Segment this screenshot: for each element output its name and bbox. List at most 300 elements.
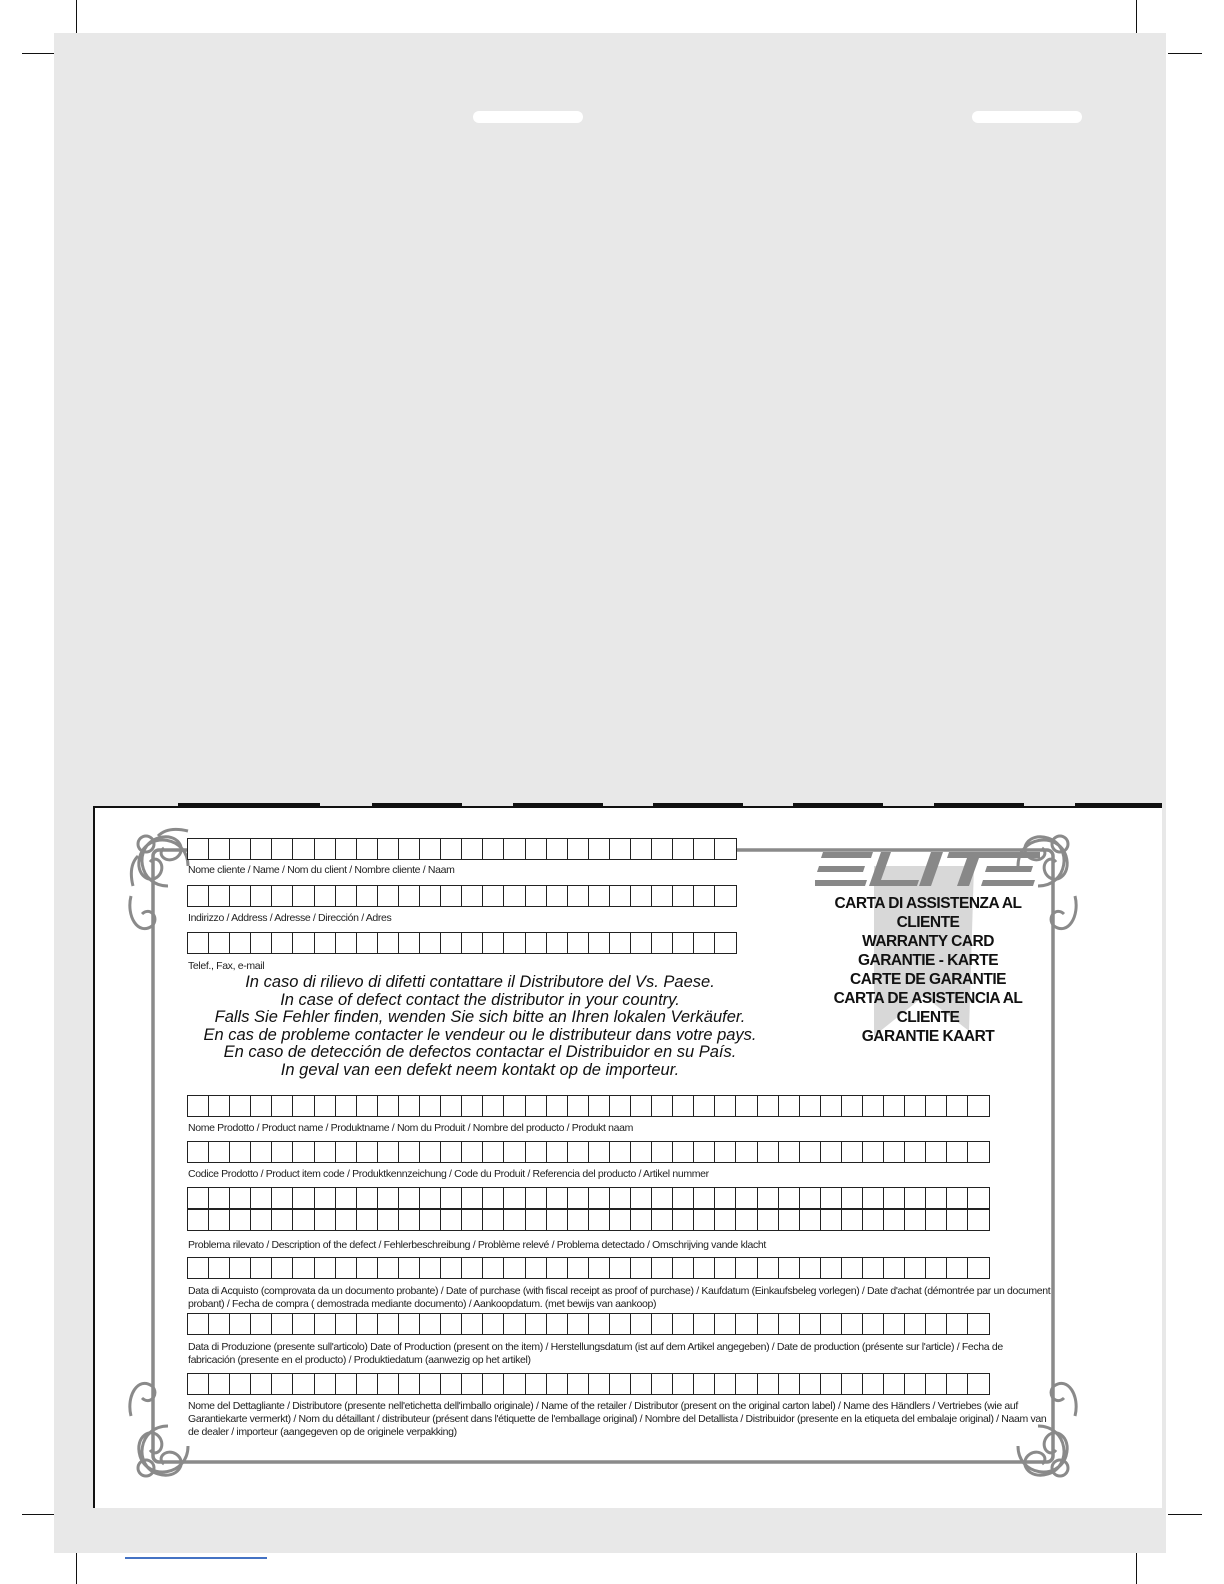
input-cell[interactable] [967, 1095, 989, 1117]
input-cell[interactable] [292, 1257, 314, 1279]
input-cell[interactable] [693, 932, 715, 954]
input-cell[interactable] [630, 1313, 652, 1335]
input-cell[interactable] [588, 932, 610, 954]
input-cell[interactable] [609, 1187, 631, 1209]
input-cell[interactable] [419, 1313, 441, 1335]
input-cell[interactable] [630, 838, 652, 860]
name-input-grid[interactable] [187, 838, 737, 860]
input-cell[interactable] [841, 1095, 863, 1117]
input-cell[interactable] [440, 1257, 462, 1279]
input-cell[interactable] [925, 1257, 947, 1279]
input-cell[interactable] [377, 885, 399, 907]
input-cell[interactable] [609, 1141, 631, 1163]
input-cell[interactable] [567, 932, 589, 954]
input-cell[interactable] [482, 885, 504, 907]
input-cell[interactable] [841, 1313, 863, 1335]
input-cell[interactable] [419, 838, 441, 860]
input-cell[interactable] [398, 1209, 420, 1231]
input-cell[interactable] [271, 885, 293, 907]
input-cell[interactable] [841, 1141, 863, 1163]
input-cell[interactable] [398, 1373, 420, 1395]
input-cell[interactable] [461, 1141, 483, 1163]
input-cell[interactable] [757, 1095, 779, 1117]
input-cell[interactable] [208, 1209, 230, 1231]
input-cell[interactable] [482, 838, 504, 860]
input-cell[interactable] [672, 1095, 694, 1117]
input-cell[interactable] [693, 1187, 715, 1209]
input-cell[interactable] [187, 885, 209, 907]
input-cell[interactable] [820, 1187, 842, 1209]
input-cell[interactable] [630, 1373, 652, 1395]
input-cell[interactable] [503, 1257, 525, 1279]
input-cell[interactable] [187, 932, 209, 954]
input-cell[interactable] [841, 1187, 863, 1209]
input-cell[interactable] [946, 1141, 968, 1163]
input-cell[interactable] [250, 1187, 272, 1209]
input-cell[interactable] [292, 932, 314, 954]
input-cell[interactable] [229, 1209, 251, 1231]
input-cell[interactable] [799, 1095, 821, 1117]
input-cell[interactable] [799, 1373, 821, 1395]
input-cell[interactable] [525, 932, 547, 954]
input-cell[interactable] [609, 885, 631, 907]
input-cell[interactable] [503, 1209, 525, 1231]
input-cell[interactable] [292, 1209, 314, 1231]
input-cell[interactable] [883, 1095, 905, 1117]
input-cell[interactable] [503, 838, 525, 860]
input-cell[interactable] [904, 1095, 926, 1117]
input-cell[interactable] [187, 1209, 209, 1231]
input-cell[interactable] [525, 1141, 547, 1163]
input-cell[interactable] [187, 1187, 209, 1209]
input-cell[interactable] [314, 1313, 336, 1335]
input-cell[interactable] [714, 1313, 736, 1335]
input-cell[interactable] [735, 1313, 757, 1335]
input-cell[interactable] [503, 885, 525, 907]
input-cell[interactable] [208, 885, 230, 907]
input-cell[interactable] [778, 1141, 800, 1163]
input-cell[interactable] [546, 1257, 568, 1279]
input-cell[interactable] [335, 1141, 357, 1163]
input-cell[interactable] [546, 1209, 568, 1231]
input-cell[interactable] [356, 1095, 378, 1117]
input-cell[interactable] [735, 1187, 757, 1209]
input-cell[interactable] [461, 1373, 483, 1395]
input-cell[interactable] [398, 1095, 420, 1117]
input-cell[interactable] [883, 1373, 905, 1395]
input-cell[interactable] [588, 1141, 610, 1163]
input-cell[interactable] [250, 1209, 272, 1231]
input-cell[interactable] [546, 885, 568, 907]
input-cell[interactable] [525, 1187, 547, 1209]
input-cell[interactable] [356, 885, 378, 907]
input-cell[interactable] [503, 1141, 525, 1163]
input-cell[interactable] [314, 1187, 336, 1209]
contact-input-grid[interactable] [187, 932, 737, 954]
input-cell[interactable] [461, 932, 483, 954]
input-cell[interactable] [356, 1141, 378, 1163]
input-cell[interactable] [925, 1187, 947, 1209]
input-cell[interactable] [398, 885, 420, 907]
input-cell[interactable] [651, 1373, 673, 1395]
input-cell[interactable] [546, 1095, 568, 1117]
input-cell[interactable] [735, 1257, 757, 1279]
input-cell[interactable] [271, 1141, 293, 1163]
input-cell[interactable] [356, 1209, 378, 1231]
input-cell[interactable] [187, 838, 209, 860]
input-cell[interactable] [398, 1313, 420, 1335]
input-cell[interactable] [904, 1257, 926, 1279]
input-cell[interactable] [588, 1313, 610, 1335]
input-cell[interactable] [735, 1209, 757, 1231]
input-cell[interactable] [440, 1209, 462, 1231]
input-cell[interactable] [398, 1141, 420, 1163]
input-cell[interactable] [314, 1141, 336, 1163]
input-cell[interactable] [820, 1373, 842, 1395]
input-cell[interactable] [525, 1209, 547, 1231]
input-cell[interactable] [925, 1313, 947, 1335]
input-cell[interactable] [419, 1141, 441, 1163]
input-cell[interactable] [461, 1187, 483, 1209]
input-cell[interactable] [651, 1209, 673, 1231]
input-cell[interactable] [187, 1095, 209, 1117]
input-cell[interactable] [503, 1095, 525, 1117]
input-cell[interactable] [335, 1257, 357, 1279]
input-cell[interactable] [419, 1257, 441, 1279]
input-cell[interactable] [588, 1257, 610, 1279]
input-cell[interactable] [714, 932, 736, 954]
input-cell[interactable] [946, 1373, 968, 1395]
input-cell[interactable] [292, 1373, 314, 1395]
input-cell[interactable] [250, 1095, 272, 1117]
input-cell[interactable] [377, 1141, 399, 1163]
input-cell[interactable] [503, 932, 525, 954]
input-cell[interactable] [419, 1187, 441, 1209]
input-cell[interactable] [693, 838, 715, 860]
input-cell[interactable] [609, 1209, 631, 1231]
input-cell[interactable] [250, 1257, 272, 1279]
input-cell[interactable] [335, 932, 357, 954]
input-cell[interactable] [883, 1257, 905, 1279]
input-cell[interactable] [229, 1313, 251, 1335]
input-cell[interactable] [651, 885, 673, 907]
input-cell[interactable] [609, 838, 631, 860]
input-cell[interactable] [314, 1095, 336, 1117]
input-cell[interactable] [883, 1187, 905, 1209]
input-cell[interactable] [651, 1257, 673, 1279]
input-cell[interactable] [567, 1209, 589, 1231]
input-cell[interactable] [440, 932, 462, 954]
input-cell[interactable] [714, 1209, 736, 1231]
input-cell[interactable] [377, 838, 399, 860]
input-cell[interactable] [862, 1095, 884, 1117]
input-cell[interactable] [356, 1313, 378, 1335]
input-cell[interactable] [820, 1209, 842, 1231]
input-cell[interactable] [735, 1373, 757, 1395]
input-cell[interactable] [778, 1209, 800, 1231]
input-cell[interactable] [567, 1257, 589, 1279]
input-cell[interactable] [440, 838, 462, 860]
input-cell[interactable] [651, 932, 673, 954]
input-cell[interactable] [356, 1373, 378, 1395]
input-cell[interactable] [609, 1313, 631, 1335]
input-cell[interactable] [630, 1095, 652, 1117]
input-cell[interactable] [946, 1257, 968, 1279]
input-cell[interactable] [208, 932, 230, 954]
input-cell[interactable] [208, 1313, 230, 1335]
input-cell[interactable] [925, 1095, 947, 1117]
input-cell[interactable] [967, 1313, 989, 1335]
input-cell[interactable] [651, 1141, 673, 1163]
input-cell[interactable] [820, 1141, 842, 1163]
input-cell[interactable] [778, 1187, 800, 1209]
input-cell[interactable] [630, 1141, 652, 1163]
input-cell[interactable] [672, 885, 694, 907]
input-cell[interactable] [799, 1257, 821, 1279]
input-cell[interactable] [229, 1373, 251, 1395]
input-cell[interactable] [588, 1209, 610, 1231]
input-cell[interactable] [525, 1095, 547, 1117]
input-cell[interactable] [904, 1313, 926, 1335]
input-cell[interactable] [482, 1313, 504, 1335]
input-cell[interactable] [292, 1141, 314, 1163]
input-cell[interactable] [735, 1095, 757, 1117]
input-cell[interactable] [398, 1257, 420, 1279]
input-cell[interactable] [377, 1313, 399, 1335]
input-cell[interactable] [229, 1141, 251, 1163]
input-cell[interactable] [503, 1313, 525, 1335]
input-cell[interactable] [757, 1209, 779, 1231]
input-cell[interactable] [820, 1095, 842, 1117]
input-cell[interactable] [229, 1187, 251, 1209]
input-cell[interactable] [440, 1141, 462, 1163]
input-cell[interactable] [714, 1141, 736, 1163]
retailer-input-grid[interactable] [187, 1373, 990, 1395]
input-cell[interactable] [630, 1209, 652, 1231]
input-cell[interactable] [693, 1209, 715, 1231]
problem-input-grid[interactable] [187, 1187, 990, 1209]
input-cell[interactable] [672, 1313, 694, 1335]
input-cell[interactable] [651, 1313, 673, 1335]
input-cell[interactable] [461, 1209, 483, 1231]
input-cell[interactable] [335, 1313, 357, 1335]
input-cell[interactable] [693, 885, 715, 907]
input-cell[interactable] [567, 1313, 589, 1335]
input-cell[interactable] [757, 1257, 779, 1279]
input-cell[interactable] [482, 1373, 504, 1395]
input-cell[interactable] [714, 1187, 736, 1209]
input-cell[interactable] [292, 1187, 314, 1209]
input-cell[interactable] [208, 1141, 230, 1163]
input-cell[interactable] [883, 1209, 905, 1231]
input-cell[interactable] [208, 838, 230, 860]
input-cell[interactable] [862, 1187, 884, 1209]
input-cell[interactable] [356, 1187, 378, 1209]
input-cell[interactable] [546, 838, 568, 860]
input-cell[interactable] [229, 1257, 251, 1279]
input-cell[interactable] [925, 1209, 947, 1231]
input-cell[interactable] [693, 1095, 715, 1117]
input-cell[interactable] [335, 1373, 357, 1395]
input-cell[interactable] [271, 1373, 293, 1395]
input-cell[interactable] [250, 838, 272, 860]
input-cell[interactable] [335, 885, 357, 907]
input-cell[interactable] [271, 1095, 293, 1117]
input-cell[interactable] [440, 1095, 462, 1117]
input-cell[interactable] [946, 1209, 968, 1231]
input-cell[interactable] [757, 1373, 779, 1395]
input-cell[interactable] [735, 1141, 757, 1163]
problem-input-grid-2[interactable] [187, 1209, 990, 1231]
input-cell[interactable] [778, 1257, 800, 1279]
purchase-date-input-grid[interactable] [187, 1257, 990, 1279]
input-cell[interactable] [482, 1141, 504, 1163]
input-cell[interactable] [229, 932, 251, 954]
input-cell[interactable] [503, 1373, 525, 1395]
input-cell[interactable] [693, 1313, 715, 1335]
input-cell[interactable] [778, 1313, 800, 1335]
product-name-input-grid[interactable] [187, 1095, 990, 1117]
input-cell[interactable] [672, 1373, 694, 1395]
input-cell[interactable] [271, 1187, 293, 1209]
input-cell[interactable] [925, 1141, 947, 1163]
input-cell[interactable] [546, 1373, 568, 1395]
input-cell[interactable] [461, 1257, 483, 1279]
input-cell[interactable] [377, 1373, 399, 1395]
input-cell[interactable] [292, 1095, 314, 1117]
input-cell[interactable] [335, 1209, 357, 1231]
input-cell[interactable] [904, 1187, 926, 1209]
input-cell[interactable] [651, 838, 673, 860]
input-cell[interactable] [799, 1209, 821, 1231]
input-cell[interactable] [651, 1187, 673, 1209]
input-cell[interactable] [525, 1373, 547, 1395]
input-cell[interactable] [588, 1095, 610, 1117]
input-cell[interactable] [292, 838, 314, 860]
input-cell[interactable] [967, 1141, 989, 1163]
input-cell[interactable] [904, 1209, 926, 1231]
production-date-input-grid[interactable] [187, 1313, 990, 1335]
input-cell[interactable] [714, 1373, 736, 1395]
input-cell[interactable] [799, 1141, 821, 1163]
input-cell[interactable] [461, 1095, 483, 1117]
input-cell[interactable] [862, 1373, 884, 1395]
input-cell[interactable] [503, 1187, 525, 1209]
input-cell[interactable] [630, 1257, 652, 1279]
input-cell[interactable] [567, 1141, 589, 1163]
input-cell[interactable] [482, 1095, 504, 1117]
input-cell[interactable] [482, 1187, 504, 1209]
input-cell[interactable] [292, 1313, 314, 1335]
input-cell[interactable] [335, 1187, 357, 1209]
input-cell[interactable] [482, 1257, 504, 1279]
input-cell[interactable] [778, 1095, 800, 1117]
input-cell[interactable] [546, 1313, 568, 1335]
input-cell[interactable] [208, 1187, 230, 1209]
input-cell[interactable] [862, 1313, 884, 1335]
input-cell[interactable] [588, 1187, 610, 1209]
input-cell[interactable] [714, 1095, 736, 1117]
input-cell[interactable] [546, 1141, 568, 1163]
input-cell[interactable] [525, 1257, 547, 1279]
input-cell[interactable] [609, 1373, 631, 1395]
input-cell[interactable] [525, 1313, 547, 1335]
input-cell[interactable] [904, 1373, 926, 1395]
input-cell[interactable] [208, 1257, 230, 1279]
input-cell[interactable] [757, 1313, 779, 1335]
input-cell[interactable] [187, 1257, 209, 1279]
input-cell[interactable] [377, 1187, 399, 1209]
input-cell[interactable] [925, 1373, 947, 1395]
input-cell[interactable] [229, 885, 251, 907]
input-cell[interactable] [714, 838, 736, 860]
input-cell[interactable] [250, 1141, 272, 1163]
input-cell[interactable] [250, 932, 272, 954]
input-cell[interactable] [292, 885, 314, 907]
input-cell[interactable] [672, 932, 694, 954]
input-cell[interactable] [377, 1257, 399, 1279]
input-cell[interactable] [630, 932, 652, 954]
input-cell[interactable] [967, 1209, 989, 1231]
input-cell[interactable] [967, 1257, 989, 1279]
input-cell[interactable] [229, 1095, 251, 1117]
input-cell[interactable] [314, 1209, 336, 1231]
input-cell[interactable] [714, 885, 736, 907]
input-cell[interactable] [946, 1313, 968, 1335]
input-cell[interactable] [588, 885, 610, 907]
input-cell[interactable] [799, 1187, 821, 1209]
input-cell[interactable] [588, 838, 610, 860]
input-cell[interactable] [398, 838, 420, 860]
input-cell[interactable] [672, 1141, 694, 1163]
input-cell[interactable] [883, 1313, 905, 1335]
input-cell[interactable] [546, 932, 568, 954]
input-cell[interactable] [525, 885, 547, 907]
input-cell[interactable] [271, 932, 293, 954]
input-cell[interactable] [482, 1209, 504, 1231]
input-cell[interactable] [271, 1209, 293, 1231]
input-cell[interactable] [398, 932, 420, 954]
input-cell[interactable] [419, 885, 441, 907]
input-cell[interactable] [567, 1095, 589, 1117]
input-cell[interactable] [567, 1187, 589, 1209]
input-cell[interactable] [946, 1187, 968, 1209]
input-cell[interactable] [482, 932, 504, 954]
address-input-grid[interactable] [187, 885, 737, 907]
input-cell[interactable] [271, 1313, 293, 1335]
input-cell[interactable] [377, 932, 399, 954]
input-cell[interactable] [967, 1187, 989, 1209]
input-cell[interactable] [271, 1257, 293, 1279]
input-cell[interactable] [967, 1373, 989, 1395]
input-cell[interactable] [672, 1187, 694, 1209]
input-cell[interactable] [335, 1095, 357, 1117]
product-code-input-grid[interactable] [187, 1141, 990, 1163]
input-cell[interactable] [778, 1373, 800, 1395]
input-cell[interactable] [440, 1187, 462, 1209]
input-cell[interactable] [461, 885, 483, 907]
input-cell[interactable] [250, 1373, 272, 1395]
input-cell[interactable] [377, 1095, 399, 1117]
input-cell[interactable] [567, 1373, 589, 1395]
input-cell[interactable] [672, 1209, 694, 1231]
input-cell[interactable] [440, 1313, 462, 1335]
input-cell[interactable] [356, 838, 378, 860]
input-cell[interactable] [314, 1257, 336, 1279]
input-cell[interactable] [841, 1257, 863, 1279]
input-cell[interactable] [609, 1095, 631, 1117]
input-cell[interactable] [208, 1373, 230, 1395]
